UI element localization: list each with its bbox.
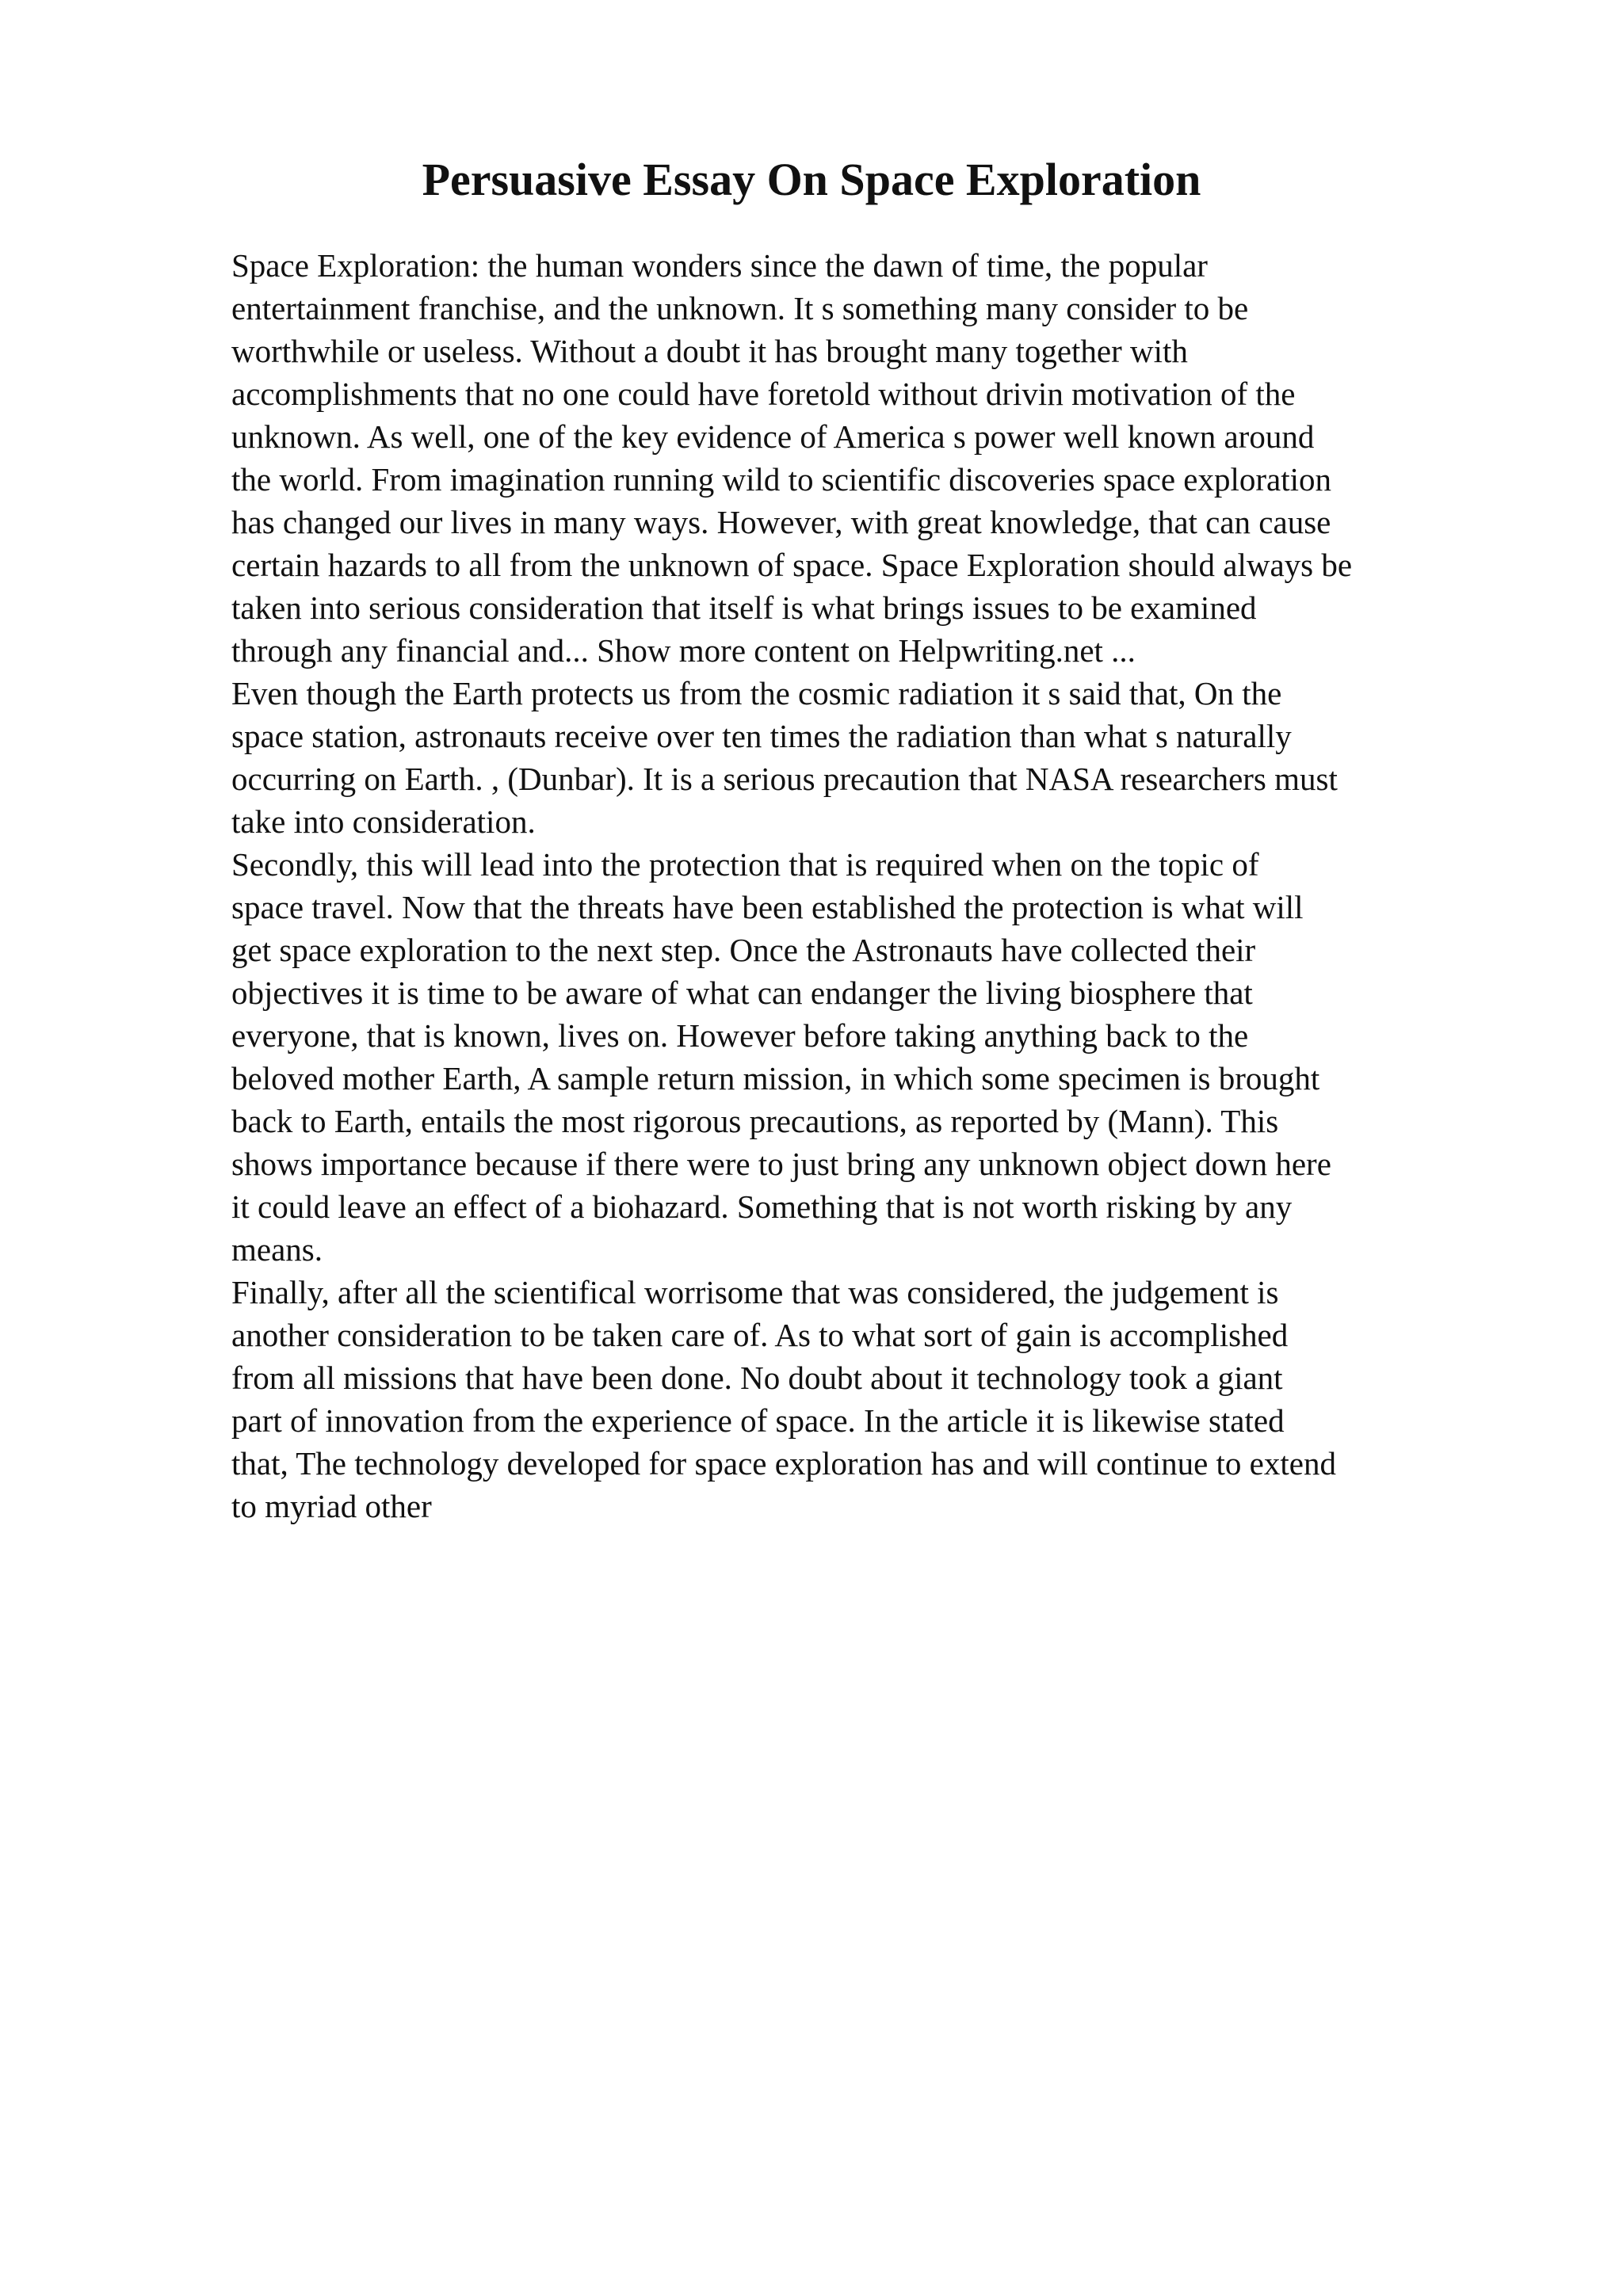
text-line: through any financial and... Show more content on Helpwriting.net ...	[231, 632, 1136, 669]
text-line: certain hazards to all from the unknown of space. Space Exploration should always be	[231, 547, 1353, 583]
text-line: taken into serious consideration that itself is what brings issues to be examined	[231, 589, 1257, 626]
text-line: worthwhile or useless. Without a doubt it has brought many together with	[231, 333, 1188, 369]
text-line: Finally, after all the scientifical worrisome that was considered, the judgement is	[231, 1274, 1279, 1310]
text-line: everyone, that is known, lives on. However before taking anything back to the	[231, 1017, 1249, 1054]
text-line: Even though the Earth protects us from the cosmic radiation it s said that, On the	[231, 675, 1282, 711]
text-line: Space Exploration: the human wonders since the dawn of time, the popular	[231, 247, 1208, 284]
document-title: Persuasive Essay On Space Exploration	[422, 154, 1201, 205]
text-line: that, The technology developed for space exploration has and will continue to extend	[231, 1445, 1336, 1482]
text-line: back to Earth, entails the most rigorous precautions, as reported by (Mann). This	[231, 1103, 1279, 1139]
text-line: occurring on Earth. , (Dunbar). It is a serious precaution that NASA researchers must	[231, 761, 1338, 797]
text-line: space travel. Now that the threats have been established the protection is what will	[231, 889, 1304, 925]
text-line: unknown. As well, one of the key evidence of America s power well known around	[231, 418, 1315, 455]
text-line: get space exploration to the next step. Once the Astronauts have collected their	[231, 932, 1256, 968]
text-line: part of innovation from the experience of space. In the article it is likewise stated	[231, 1402, 1285, 1439]
text-line: objectives it is time to be aware of what can endanger the living biosphere that	[231, 974, 1253, 1011]
text-line: from all missions that have been done. No doubt about it technology took a giant	[231, 1360, 1283, 1396]
text-line: shows importance because if there were to just bring any unknown object down here	[231, 1146, 1331, 1182]
text-line: another consideration to be taken care of. As to what sort of gain is accomplished	[231, 1317, 1289, 1353]
text-line: space station, astronauts receive over ten times the radiation than what s naturally	[231, 718, 1292, 754]
document-body	[231, 244, 1515, 1527]
text-line: the world. From imagination running wild to scientific discoveries space exploration	[231, 461, 1331, 498]
text-line: accomplishments that no one could have foretold without drivin motivation of the	[231, 376, 1296, 412]
text-line: Secondly, this will lead into the protection that is required when on the topic of	[231, 846, 1259, 883]
text-line: it could leave an effect of a biohazard. Something that is not worth risking by any	[231, 1188, 1293, 1225]
text-line: take into consideration.	[231, 803, 536, 840]
text-line: entertainment franchise, and the unknown. It s something many consider to be	[231, 290, 1249, 326]
text-line: to myriad other	[231, 1488, 432, 1524]
text-line: means.	[231, 1231, 323, 1268]
text-line: beloved mother Earth, A sample return mission, in which some specimen is brought	[231, 1060, 1320, 1097]
text-line: has changed our lives in many ways. However, with great knowledge, that can cause	[231, 504, 1331, 540]
